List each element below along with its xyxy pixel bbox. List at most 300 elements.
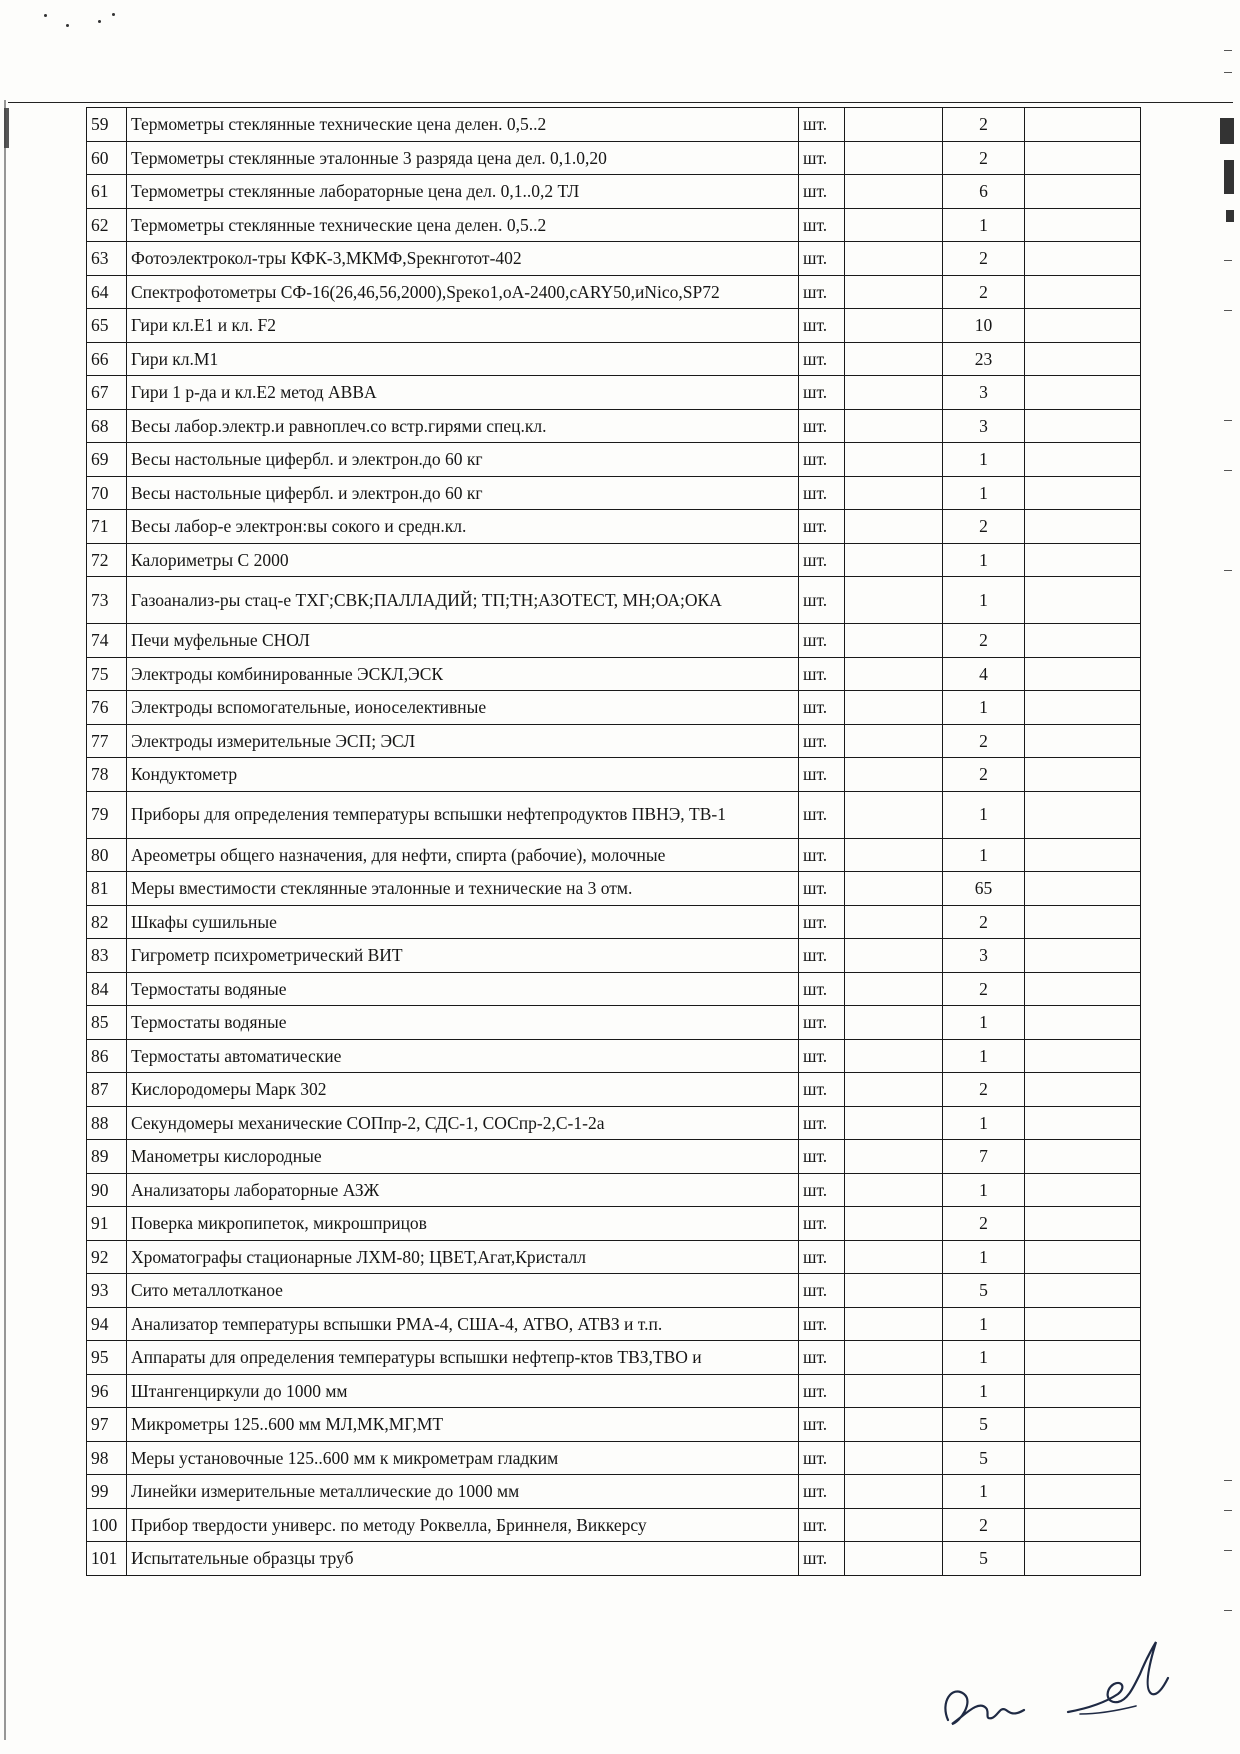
row-number-cell: 91 <box>87 1207 127 1241</box>
extra-cell <box>1025 1073 1141 1107</box>
quantity-cell: 1 <box>943 791 1025 838</box>
row-number-cell: 89 <box>87 1140 127 1174</box>
extra-cell <box>1025 905 1141 939</box>
blank-cell <box>845 724 943 758</box>
unit-cell: шт. <box>799 1039 845 1073</box>
quantity-cell: 6 <box>943 175 1025 209</box>
unit-cell: шт. <box>799 1408 845 1442</box>
row-number-cell: 90 <box>87 1173 127 1207</box>
row-number-cell: 93 <box>87 1274 127 1308</box>
table-row <box>87 108 1141 142</box>
extra-cell <box>1025 872 1141 906</box>
quantity-cell: 1 <box>943 1475 1025 1509</box>
blank-cell <box>845 108 943 142</box>
blank-cell <box>845 939 943 973</box>
item-name-cell: Кондуктометр <box>127 758 799 792</box>
blank-cell <box>845 1173 943 1207</box>
quantity-cell: 7 <box>943 1140 1025 1174</box>
unit-cell: шт. <box>799 242 845 276</box>
quantity-cell: 1 <box>943 208 1025 242</box>
table-row <box>87 1073 1141 1107</box>
unit-cell: шт. <box>799 376 845 410</box>
unit-cell: шт. <box>799 724 845 758</box>
quantity-cell: 2 <box>943 972 1025 1006</box>
extra-cell <box>1025 141 1141 175</box>
blank-cell <box>845 275 943 309</box>
table-row <box>87 791 1141 838</box>
blank-cell <box>845 208 943 242</box>
unit-cell: шт. <box>799 791 845 838</box>
table-row <box>87 1341 1141 1375</box>
extra-cell <box>1025 1475 1141 1509</box>
blank-cell <box>845 376 943 410</box>
quantity-cell: 2 <box>943 724 1025 758</box>
row-number-cell: 63 <box>87 242 127 276</box>
table-row <box>87 476 1141 510</box>
quantity-cell: 3 <box>943 376 1025 410</box>
item-name-cell: Термометры стеклянные технические цена делен. 0,5..2 <box>127 208 799 242</box>
row-number-cell: 76 <box>87 691 127 725</box>
extra-cell <box>1025 208 1141 242</box>
extra-cell <box>1025 624 1141 658</box>
row-number-cell: 87 <box>87 1073 127 1107</box>
row-number-cell: 84 <box>87 972 127 1006</box>
table-row <box>87 624 1141 658</box>
item-name-cell: Манометры кислородные <box>127 1140 799 1174</box>
item-name-cell: Микрометры 125..600 мм МЛ,МК,МГ,МТ <box>127 1408 799 1442</box>
blank-cell <box>845 624 943 658</box>
equipment-table-body <box>87 108 1141 1576</box>
table-row <box>87 342 1141 376</box>
unit-cell: шт. <box>799 443 845 477</box>
blank-cell <box>845 1374 943 1408</box>
unit-cell: шт. <box>799 342 845 376</box>
unit-cell: шт. <box>799 309 845 343</box>
unit-cell: шт. <box>799 939 845 973</box>
quantity-cell: 5 <box>943 1274 1025 1308</box>
unit-cell: шт. <box>799 872 845 906</box>
unit-cell: шт. <box>799 476 845 510</box>
table-row <box>87 1207 1141 1241</box>
item-name-cell: Секундомеры механические СОПпр-2, СДС-1, СОСпр-2,С-1-2а <box>127 1106 799 1140</box>
row-number-cell: 98 <box>87 1441 127 1475</box>
equipment-table <box>86 107 1141 1576</box>
extra-cell <box>1025 108 1141 142</box>
item-name-cell: Сито металлотканое <box>127 1274 799 1308</box>
item-name-cell: Электроды измерительные ЭСП; ЭСЛ <box>127 724 799 758</box>
extra-cell <box>1025 939 1141 973</box>
quantity-cell: 3 <box>943 939 1025 973</box>
table-row <box>87 1173 1141 1207</box>
item-name-cell: Термостаты водяные <box>127 1006 799 1040</box>
row-number-cell: 68 <box>87 409 127 443</box>
blank-cell <box>845 309 943 343</box>
table-row <box>87 1240 1141 1274</box>
unit-cell: шт. <box>799 108 845 142</box>
blank-cell <box>845 1307 943 1341</box>
extra-cell <box>1025 242 1141 276</box>
row-number-cell: 88 <box>87 1106 127 1140</box>
extra-cell <box>1025 476 1141 510</box>
item-name-cell: Термометры стеклянные лабораторные цена дел. 0,1..0,2 ТЛ <box>127 175 799 209</box>
blank-cell <box>845 1542 943 1576</box>
item-name-cell: Прибор твердости универс. по методу Роквелла, Бриннеля, Виккерсу <box>127 1508 799 1542</box>
row-number-cell: 82 <box>87 905 127 939</box>
extra-cell <box>1025 1006 1141 1040</box>
extra-cell <box>1025 972 1141 1006</box>
table-row <box>87 309 1141 343</box>
extra-cell <box>1025 691 1141 725</box>
row-number-cell: 62 <box>87 208 127 242</box>
quantity-cell: 2 <box>943 624 1025 658</box>
blank-cell <box>845 1240 943 1274</box>
row-number-cell: 94 <box>87 1307 127 1341</box>
table-row <box>87 1508 1141 1542</box>
unit-cell: шт. <box>799 1307 845 1341</box>
quantity-cell: 2 <box>943 1508 1025 1542</box>
row-number-cell: 80 <box>87 838 127 872</box>
row-number-cell: 85 <box>87 1006 127 1040</box>
table-row <box>87 275 1141 309</box>
quantity-cell: 5 <box>943 1441 1025 1475</box>
unit-cell: шт. <box>799 657 845 691</box>
quantity-cell: 2 <box>943 275 1025 309</box>
extra-cell <box>1025 1307 1141 1341</box>
unit-cell: шт. <box>799 409 845 443</box>
table-row <box>87 141 1141 175</box>
quantity-cell: 1 <box>943 443 1025 477</box>
blank-cell <box>845 838 943 872</box>
quantity-cell: 1 <box>943 691 1025 725</box>
blank-cell <box>845 175 943 209</box>
blank-cell <box>845 1441 943 1475</box>
row-number-cell: 59 <box>87 108 127 142</box>
quantity-cell: 65 <box>943 872 1025 906</box>
blank-cell <box>845 342 943 376</box>
row-number-cell: 66 <box>87 342 127 376</box>
table-row <box>87 758 1141 792</box>
item-name-cell: Термостаты водяные <box>127 972 799 1006</box>
unit-cell: шт. <box>799 1274 845 1308</box>
item-name-cell: Линейки измерительные металлические до 1000 мм <box>127 1475 799 1509</box>
quantity-cell: 1 <box>943 1374 1025 1408</box>
blank-cell <box>845 791 943 838</box>
row-number-cell: 60 <box>87 141 127 175</box>
row-number-cell: 67 <box>87 376 127 410</box>
table-row <box>87 543 1141 577</box>
extra-cell <box>1025 758 1141 792</box>
row-number-cell: 74 <box>87 624 127 658</box>
quantity-cell: 2 <box>943 510 1025 544</box>
extra-cell <box>1025 1542 1141 1576</box>
item-name-cell: Шкафы сушильные <box>127 905 799 939</box>
table-row <box>87 905 1141 939</box>
item-name-cell: Испытательные образцы труб <box>127 1542 799 1576</box>
table-row <box>87 1274 1141 1308</box>
extra-cell <box>1025 1508 1141 1542</box>
row-number-cell: 79 <box>87 791 127 838</box>
item-name-cell: Калориметры С 2000 <box>127 543 799 577</box>
item-name-cell: Кислородомеры Марк 302 <box>127 1073 799 1107</box>
table-row <box>87 939 1141 973</box>
row-number-cell: 101 <box>87 1542 127 1576</box>
table-row <box>87 1140 1141 1174</box>
unit-cell: шт. <box>799 1542 845 1576</box>
table-row <box>87 1374 1141 1408</box>
unit-cell: шт. <box>799 838 845 872</box>
row-number-cell: 95 <box>87 1341 127 1375</box>
row-number-cell: 77 <box>87 724 127 758</box>
quantity-cell: 1 <box>943 543 1025 577</box>
unit-cell: шт. <box>799 510 845 544</box>
row-number-cell: 86 <box>87 1039 127 1073</box>
table-row <box>87 1106 1141 1140</box>
table-row <box>87 510 1141 544</box>
row-number-cell: 65 <box>87 309 127 343</box>
blank-cell <box>845 1073 943 1107</box>
unit-cell: шт. <box>799 1441 845 1475</box>
extra-cell <box>1025 275 1141 309</box>
row-number-cell: 64 <box>87 275 127 309</box>
quantity-cell: 1 <box>943 1240 1025 1274</box>
item-name-cell: Меры установочные 125..600 мм к микрометрам гладким <box>127 1441 799 1475</box>
extra-cell <box>1025 175 1141 209</box>
extra-cell <box>1025 1374 1141 1408</box>
blank-cell <box>845 1508 943 1542</box>
item-name-cell: Термостаты автоматические <box>127 1039 799 1073</box>
table-row <box>87 838 1141 872</box>
item-name-cell: Весы настольные цифербл. и электрон.до 60 кг <box>127 443 799 477</box>
item-name-cell: Весы настольные цифербл. и электрон.до 60 кг <box>127 476 799 510</box>
quantity-cell: 1 <box>943 838 1025 872</box>
item-name-cell: Штангенциркули до 1000 мм <box>127 1374 799 1408</box>
unit-cell: шт. <box>799 208 845 242</box>
item-name-cell: Приборы для определения температуры вспышки нефтепродуктов ПВНЭ, ТВ-1 <box>127 791 799 838</box>
item-name-cell: Гири 1 р-да и кл.E2 метод ABBA <box>127 376 799 410</box>
blank-cell <box>845 657 943 691</box>
table-row <box>87 1441 1141 1475</box>
blank-cell <box>845 758 943 792</box>
scan-left-edge-mark <box>4 108 12 148</box>
extra-cell <box>1025 1106 1141 1140</box>
row-number-cell: 75 <box>87 657 127 691</box>
quantity-cell: 3 <box>943 409 1025 443</box>
item-name-cell: Анализатор температуры вспышки РМА-4, США-4, АТВО, АТВЗ и т.п. <box>127 1307 799 1341</box>
quantity-cell: 10 <box>943 309 1025 343</box>
item-name-cell: Хроматографы стационарные ЛХМ-80; ЦВЕТ,Агат,Кристалл <box>127 1240 799 1274</box>
row-number-cell: 61 <box>87 175 127 209</box>
extra-cell <box>1025 1207 1141 1241</box>
quantity-cell: 2 <box>943 108 1025 142</box>
unit-cell: шт. <box>799 972 845 1006</box>
row-number-cell: 73 <box>87 577 127 624</box>
row-number-cell: 97 <box>87 1408 127 1442</box>
quantity-cell: 1 <box>943 577 1025 624</box>
row-number-cell: 71 <box>87 510 127 544</box>
table-row <box>87 409 1141 443</box>
scan-left-edge <box>4 100 9 1740</box>
row-number-cell: 70 <box>87 476 127 510</box>
extra-cell <box>1025 791 1141 838</box>
quantity-cell: 1 <box>943 1039 1025 1073</box>
extra-cell <box>1025 838 1141 872</box>
quantity-cell: 2 <box>943 141 1025 175</box>
blank-cell <box>845 1140 943 1174</box>
blank-cell <box>845 872 943 906</box>
item-name-cell: Весы лабор-е электрон:вы сокого и средн.кл. <box>127 510 799 544</box>
row-number-cell: 92 <box>87 1240 127 1274</box>
table-row <box>87 577 1141 624</box>
extra-cell <box>1025 1274 1141 1308</box>
item-name-cell: Спектрофотометры СФ-16(26,46,56,2000),Speкo1,oA-2400,cARY50,иNico,SP72 <box>127 275 799 309</box>
row-number-cell: 72 <box>87 543 127 577</box>
blank-cell <box>845 1106 943 1140</box>
blank-cell <box>845 1341 943 1375</box>
extra-cell <box>1025 1341 1141 1375</box>
blank-cell <box>845 691 943 725</box>
extra-cell <box>1025 1240 1141 1274</box>
unit-cell: шт. <box>799 1508 845 1542</box>
extra-cell <box>1025 724 1141 758</box>
item-name-cell: Меры вместимости стеклянные эталонные и технические на 3 отм. <box>127 872 799 906</box>
unit-cell: шт. <box>799 1006 845 1040</box>
blank-cell <box>845 972 943 1006</box>
blank-cell <box>845 543 943 577</box>
quantity-cell: 23 <box>943 342 1025 376</box>
quantity-cell: 1 <box>943 1006 1025 1040</box>
quantity-cell: 2 <box>943 242 1025 276</box>
row-number-cell: 99 <box>87 1475 127 1509</box>
item-name-cell: Печи муфельные СНОЛ <box>127 624 799 658</box>
table-row <box>87 872 1141 906</box>
scan-right-edge-marks <box>1220 10 1234 1750</box>
item-name-cell: Газоанализ-ры стац-е ТХГ;СВК;ПАЛЛАДИЙ; ТП;ТН;АЗОТЕСТ, МН;ОА;ОКА <box>127 577 799 624</box>
table-row <box>87 175 1141 209</box>
extra-cell <box>1025 376 1141 410</box>
row-number-cell: 96 <box>87 1374 127 1408</box>
extra-cell <box>1025 510 1141 544</box>
extra-cell <box>1025 657 1141 691</box>
item-name-cell: Фотоэлектрокол-тры КФК-3,МКМФ,Spекнготот-402 <box>127 242 799 276</box>
row-number-cell: 83 <box>87 939 127 973</box>
item-name-cell: Гири кл.M1 <box>127 342 799 376</box>
table-row <box>87 1475 1141 1509</box>
extra-cell <box>1025 409 1141 443</box>
extra-cell <box>1025 1039 1141 1073</box>
blank-cell <box>845 905 943 939</box>
table-row <box>87 376 1141 410</box>
page-header-rule <box>8 102 1233 103</box>
quantity-cell: 1 <box>943 476 1025 510</box>
unit-cell: шт. <box>799 141 845 175</box>
blank-cell <box>845 1207 943 1241</box>
unit-cell: шт. <box>799 1207 845 1241</box>
unit-cell: шт. <box>799 691 845 725</box>
blank-cell <box>845 443 943 477</box>
unit-cell: шт. <box>799 758 845 792</box>
unit-cell: шт. <box>799 1106 845 1140</box>
table-row <box>87 724 1141 758</box>
item-name-cell: Гигрометр психрометрический ВИТ <box>127 939 799 973</box>
unit-cell: шт. <box>799 1475 845 1509</box>
quantity-cell: 2 <box>943 1073 1025 1107</box>
quantity-cell: 1 <box>943 1341 1025 1375</box>
quantity-cell: 2 <box>943 1207 1025 1241</box>
quantity-cell: 1 <box>943 1106 1025 1140</box>
item-name-cell: Весы лабор.электр.и равноплеч.со встр.гирями спец.кл. <box>127 409 799 443</box>
row-number-cell: 69 <box>87 443 127 477</box>
blank-cell <box>845 1006 943 1040</box>
extra-cell <box>1025 309 1141 343</box>
unit-cell: шт. <box>799 1341 845 1375</box>
item-name-cell: Ареометры общего назначения, для нефти, спирта (рабочие), молочные <box>127 838 799 872</box>
extra-cell <box>1025 543 1141 577</box>
item-name-cell: Аппараты для определения температуры вспышки нефтепр-ктов ТВЗ,ТВО и <box>127 1341 799 1375</box>
extra-cell <box>1025 1408 1141 1442</box>
blank-cell <box>845 1039 943 1073</box>
unit-cell: шт. <box>799 1173 845 1207</box>
row-number-cell: 100 <box>87 1508 127 1542</box>
item-name-cell: Термометры стеклянные технические цена делен. 0,5..2 <box>127 108 799 142</box>
table-row <box>87 208 1141 242</box>
unit-cell: шт. <box>799 624 845 658</box>
unit-cell: шт. <box>799 543 845 577</box>
item-name-cell: Анализаторы лабораторные АЗЖ <box>127 1173 799 1207</box>
table-row <box>87 1408 1141 1442</box>
unit-cell: шт. <box>799 1140 845 1174</box>
table-row <box>87 1307 1141 1341</box>
blank-cell <box>845 141 943 175</box>
unit-cell: шт. <box>799 905 845 939</box>
blank-cell <box>845 242 943 276</box>
blank-cell <box>845 476 943 510</box>
table-row <box>87 691 1141 725</box>
unit-cell: шт. <box>799 1240 845 1274</box>
item-name-cell: Термометры стеклянные эталонные 3 разряда цена дел. 0,1.0,20 <box>127 141 799 175</box>
item-name-cell: Электроды комбинированные ЭСКЛ,ЭСК <box>127 657 799 691</box>
row-number-cell: 78 <box>87 758 127 792</box>
scan-specks <box>38 10 158 40</box>
table-row <box>87 657 1141 691</box>
quantity-cell: 1 <box>943 1307 1025 1341</box>
blank-cell <box>845 1274 943 1308</box>
extra-cell <box>1025 443 1141 477</box>
blank-cell <box>845 1408 943 1442</box>
quantity-cell: 2 <box>943 905 1025 939</box>
extra-cell <box>1025 1173 1141 1207</box>
quantity-cell: 1 <box>943 1173 1025 1207</box>
table-row <box>87 1542 1141 1576</box>
table-row <box>87 972 1141 1006</box>
unit-cell: шт. <box>799 1073 845 1107</box>
table-row <box>87 443 1141 477</box>
unit-cell: шт. <box>799 275 845 309</box>
item-name-cell: Поверка микропипеток, микрошприцов <box>127 1207 799 1241</box>
table-row <box>87 1039 1141 1073</box>
unit-cell: шт. <box>799 1374 845 1408</box>
table-row <box>87 242 1141 276</box>
quantity-cell: 4 <box>943 657 1025 691</box>
blank-cell <box>845 1475 943 1509</box>
extra-cell <box>1025 577 1141 624</box>
handwritten-signatures <box>930 1590 1190 1740</box>
unit-cell: шт. <box>799 175 845 209</box>
unit-cell: шт. <box>799 577 845 624</box>
blank-cell <box>845 577 943 624</box>
item-name-cell: Электроды вспомогательные, ионоселективные <box>127 691 799 725</box>
quantity-cell: 5 <box>943 1408 1025 1442</box>
blank-cell <box>845 409 943 443</box>
